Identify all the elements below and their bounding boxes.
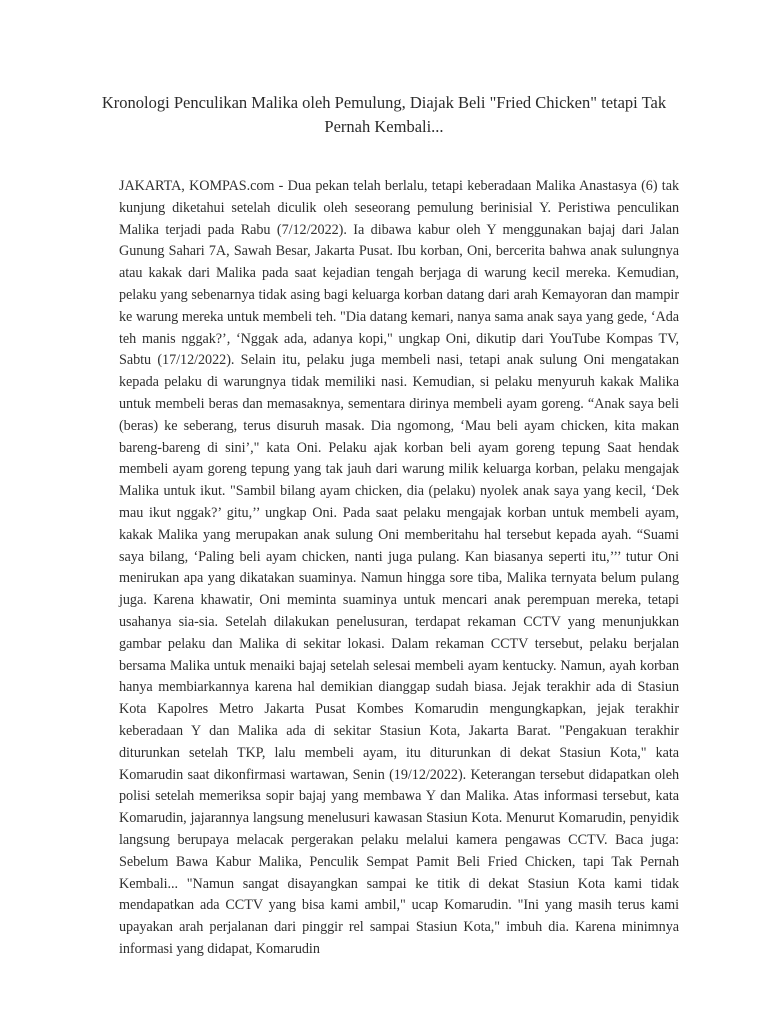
document-body: JAKARTA, KOMPAS.com - Dua pekan telah berlalu, tetapi keberadaan Malika Anastasya (6) tak kunjung diketahui setelah diculik oleh seseorang pemulung berinisial Y. Peristiwa penculikan Malika terjadi pada Rabu (7/12/2022). Ia dibawa kabur oleh Y menggunakan bajaj dari Jalan Gunung Sahari 7A, Sawah Besar, Jakarta Pusat. Ibu korban, Oni, bercerita bahwa anak sulungnya atau kakak dari Malika pada saat kejadian tengah berjaga di warung kecil mereka. Kemudian, pelaku yang sebenarnya tidak asing bagi keluarga korban datang dari arah Kemayoran dan mampir ke warung mereka untuk membeli teh. "Dia datang kemari, nanya sama anak saya yang gede, ‘Ada teh manis nggak?’, ‘Nggak ada, adanya kopi," ungkap Oni, dikutip dari YouTube Kompas TV, Sabtu (17/12/2022). Selain itu, pelaku juga membeli nasi, tetapi anak sulung Oni mengatakan kepada pelaku di warungnya tidak memiliki nasi. Kemudian, si pelaku menyuruh kakak Malika untuk membeli beras dan memasaknya, sementara dirinya membeli ayam goreng. “Anak saya beli (beras) ke seberang, terus disuruh masak. Dia ngomong, ‘Mau beli ayam chicken, kita makan bareng-bareng di sini’," kata Oni. Pelaku ajak korban beli ayam goreng tepung Saat hendak membeli ayam goreng tepung yang tak jauh dari warung milik keluarga korban, pelaku mengajak Malika untuk ikut. "Sambil bilang ayam chicken, dia (pelaku) nyolek anak saya yang kecil, ‘Dek mau ikut nggak?’ gitu,’’ ungkap Oni. Pada saat pelaku mengajak korban untuk membeli ayam, kakak Malika yang merupakan anak sulung Oni memberitahu hal tersebut kepada ayah. “Suami saya bilang, ‘Paling beli ayam chicken, nanti juga pulang. Kan biasanya seperti itu,’’’ tutur Oni menirukan apa yang dikatakan suaminya. Namun hingga sore tiba, Malika ternyata belum pulang juga. Karena khawatir, Oni meminta suaminya untuk mencari anak perempuan mereka, tetapi usahanya sia-sia. Setelah dilakukan penelusuran, terdapat rekaman CCTV yang menunjukkan gambar pelaku dan Malika di sekitar lokasi. Dalam rekaman CCTV tersebut, pelaku berjalan bersama Malika untuk menaiki bajaj setelah selesai membeli ayam kentucky. Namun, ayah korban hanya membiarkannya karena hal demikian dianggap sudah biasa. Jejak terakhir ada di Stasiun Kota Kapolres Metro Jakarta Pusat Kombes Komarudin mengungkapkan, jejak terakhir keberadaan Y dan Malika ada di sekitar Stasiun Kota, Jakarta Barat. "Pengakuan terakhir diturunkan setelah TKP, lalu membeli ayam, itu diturunkan di dekat Stasiun Kota," kata Komarudin saat dikonfirmasi wartawan, Senin (19/12/2022). Keterangan tersebut didapatkan oleh polisi setelah memeriksa sopir bajaj yang membawa Y dan Malika. Atas informasi tersebut, kata Komarudin, jajarannya langsung menelusuri kawasan Stasiun Kota. Menurut Komarudin, penyidik langsung berupaya melacak pergerakan pelaku melalui kamera pengawas CCTV. Baca juga: Sebelum Bawa Kabur Malika, Penculik Sempat Pamit Beli Fried Chicken, tapi Tak Pernah Kembali... "Namun sangat disayangkan sampai ke titik di dekat Stasiun Kota kami tidak mendapatkan ada CCTV yang bisa kami ambil," ucap Komarudin. "Ini yang masih terus kami upayakan arah perjalanan dari pinggir rel sampai Stasiun Kota," imbuh dia. Karena minimnya informasi yang didapat, Komarudin bbox=[119, 178, 679, 957]
document-title: Kronologi Penculikan Malika oleh Pemulung, Diajak Beli "Fried Chicken" tetapi Tak Pernah Kembali... bbox=[101, 93, 667, 136]
